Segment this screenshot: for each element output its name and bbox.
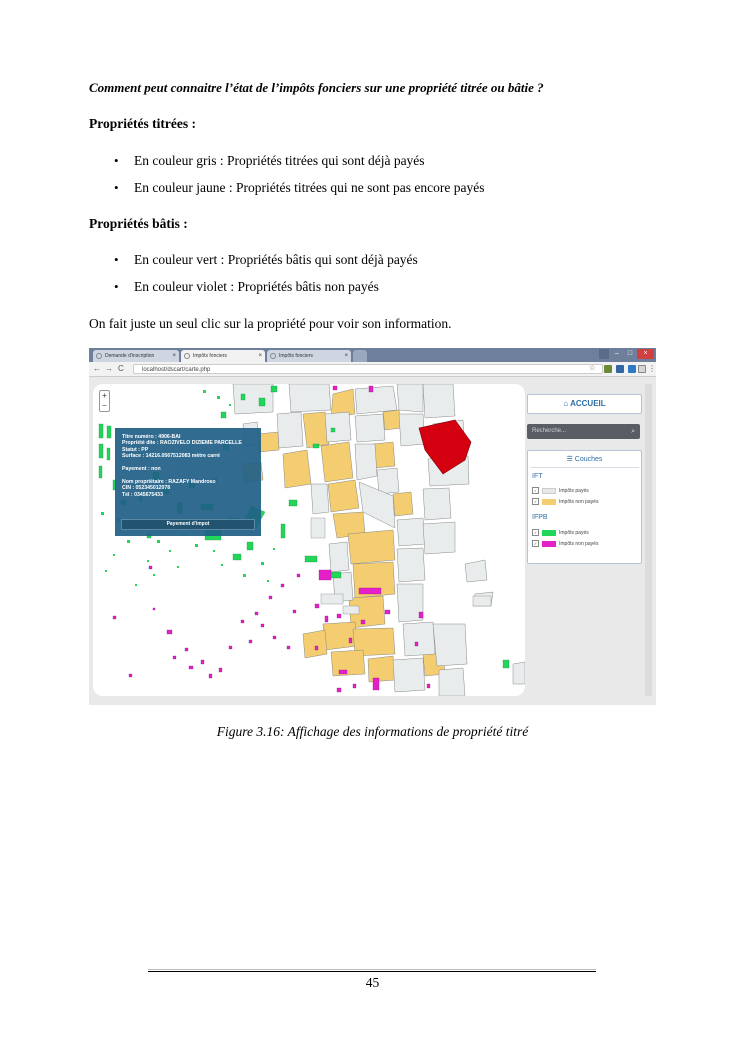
- new-tab-button[interactable]: [353, 350, 367, 362]
- zoom-control[interactable]: [99, 390, 110, 412]
- layer-group-title: IFT: [532, 473, 543, 480]
- browser-tab[interactable]: [93, 350, 179, 362]
- layers-icon: ☰: [566, 456, 575, 463]
- page-icon: [184, 353, 190, 359]
- list-item: En couleur vert : Propriétés bâtis qui sont déjà payés: [134, 252, 418, 267]
- layer-item[interactable]: [532, 529, 589, 537]
- section-titrees-heading: Propriétés titrées :: [89, 116, 196, 131]
- popup-line: Payement : non: [122, 466, 161, 473]
- footer-divider: [148, 969, 596, 970]
- layer-item[interactable]: [532, 540, 598, 548]
- tab-label: Impôts fonciers: [193, 353, 227, 359]
- search-icon[interactable]: ⌕: [631, 428, 635, 435]
- user-icon[interactable]: [599, 349, 609, 359]
- forward-icon[interactable]: →: [105, 364, 113, 373]
- extension-icon[interactable]: [616, 365, 624, 373]
- reload-icon[interactable]: C: [118, 364, 124, 373]
- checkbox[interactable]: ✓: [533, 488, 538, 493]
- legend-swatch: [542, 499, 556, 505]
- zoom-out-button[interactable]: −: [102, 401, 107, 410]
- legend-swatch: [542, 530, 556, 536]
- checkbox[interactable]: ✓: [533, 499, 538, 504]
- extension-icon[interactable]: [628, 365, 636, 373]
- layer-group-title: IFPB: [532, 514, 548, 521]
- close-icon[interactable]: ×: [172, 353, 176, 359]
- sidebar: [527, 384, 642, 684]
- parcel-info-popup: [115, 428, 261, 536]
- menu-icon[interactable]: ⋮: [648, 364, 656, 373]
- extension-icon[interactable]: [638, 365, 646, 373]
- question-heading: Comment peut connaitre l’état de l’impôts fonciers sur une propriété titrée ou bâtie ?: [89, 80, 544, 95]
- layers-panel: [527, 450, 642, 564]
- map-view[interactable]: [93, 384, 525, 696]
- browser-screenshot: [89, 348, 656, 705]
- popup-line: CIN : 052345012078: [122, 485, 171, 492]
- popup-line: Tél : 0345675433: [122, 491, 163, 498]
- layer-label: Impôts payés: [559, 487, 589, 494]
- popup-line: Titre numéro : 4906-BAI: [122, 434, 181, 440]
- star-icon[interactable]: ☆: [589, 365, 596, 372]
- layer-label: Impôts non payés: [559, 498, 599, 505]
- url-input[interactable]: localhost/dscart/carte.php: [133, 364, 603, 374]
- layer-item[interactable]: [532, 487, 589, 495]
- popup-line: Surface : 14216.0567512083 mètre carré: [122, 453, 221, 460]
- page-icon: [96, 353, 102, 359]
- checkbox[interactable]: ✓: [533, 530, 538, 535]
- minimize-icon[interactable]: –: [615, 350, 619, 357]
- footer-divider: [148, 971, 596, 972]
- layer-label: Impôts non payés: [559, 540, 599, 547]
- browser-tab[interactable]: [267, 350, 351, 362]
- layer-item[interactable]: [532, 498, 598, 506]
- accueil-label: ACCUEIL: [570, 399, 606, 408]
- extension-icon[interactable]: [604, 365, 612, 373]
- popup-line: Propriété dite : RAOZIVELO DIZIEME PARCELLE: [122, 440, 242, 447]
- layers-title: [528, 455, 641, 463]
- legend-swatch: [542, 488, 556, 494]
- layers-title-label: Couches: [574, 456, 603, 463]
- search-input[interactable]: [527, 424, 640, 439]
- intro-paragraph: On fait juste un seul clic sur la propriété pour voir son information.: [89, 316, 452, 331]
- section-batis-heading: Propriétés bâtis :: [89, 216, 188, 231]
- popup-line: Statut : PP: [122, 446, 149, 453]
- accueil-button[interactable]: [527, 394, 642, 414]
- page-icon: [270, 353, 276, 359]
- tab-label: Demande d'inscription: [105, 353, 155, 359]
- address-bar: [89, 362, 656, 377]
- bullet: •: [114, 252, 119, 267]
- list-item: En couleur violet : Propriétés bâtis non payés: [134, 279, 379, 294]
- bullet: •: [114, 153, 119, 168]
- bullet: •: [114, 180, 119, 195]
- figure-caption: Figure 3.16: Affichage des informations de propriété titré: [216, 724, 529, 739]
- layer-label: Impôts payés: [559, 529, 589, 536]
- checkbox[interactable]: ✓: [533, 541, 538, 546]
- browser-tab-active[interactable]: [181, 350, 265, 362]
- zoom-in-button[interactable]: +: [102, 391, 107, 400]
- page-number: 45: [365, 975, 380, 990]
- close-icon[interactable]: ×: [344, 353, 348, 359]
- divider: [530, 467, 639, 468]
- close-icon[interactable]: ×: [258, 353, 262, 359]
- tab-label: Impôts fonciers: [279, 353, 313, 359]
- payment-button[interactable]: Payement d'impot: [121, 519, 255, 530]
- window-close-icon[interactable]: ×: [637, 349, 654, 359]
- list-item: En couleur jaune : Propriétés titrées qui ne sont pas encore payés: [134, 180, 485, 195]
- home-icon: ⌂: [563, 399, 571, 408]
- search-placeholder: Recherche...: [532, 428, 567, 434]
- maximize-icon[interactable]: □: [627, 350, 633, 357]
- legend-swatch: [542, 541, 556, 547]
- back-icon[interactable]: ←: [93, 364, 101, 373]
- scrollbar[interactable]: [645, 384, 652, 696]
- list-item: En couleur gris : Propriétés titrées qui sont déjà payés: [134, 153, 425, 168]
- popup-line: Nom propriétaire : RAZAFY Mandroso: [122, 478, 216, 485]
- browser-tab-bar: [89, 348, 656, 362]
- bullet: •: [114, 279, 119, 294]
